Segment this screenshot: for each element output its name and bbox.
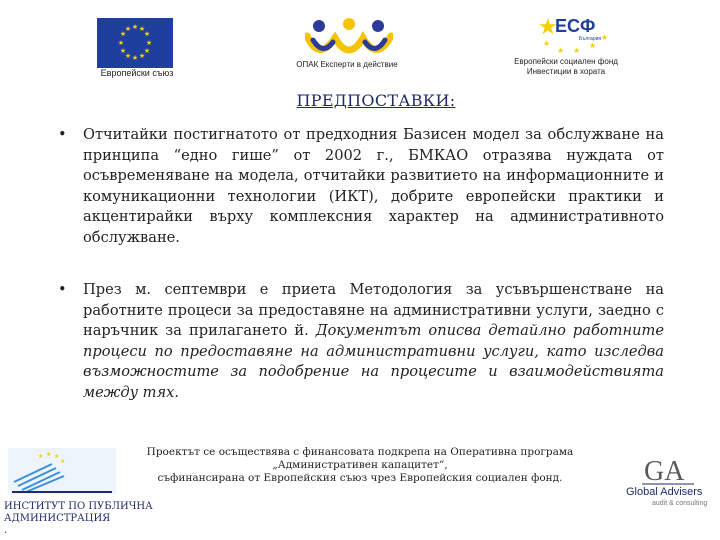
- bullet-text-2-italic: Документът описва детайлно работните процеси по предоставяне на административни услуги, като изследва възможностите за подобрение на процесите и взаимодействията между тях.: [83, 322, 664, 401]
- bullet-item-1: [58, 125, 664, 248]
- svg-text:★: ★: [589, 41, 597, 50]
- esf-logo: [535, 10, 615, 56]
- ipa-org-line2: АДМИНИСТРАЦИЯ: [4, 513, 111, 524]
- svg-text:★: ★: [143, 30, 151, 38]
- svg-text:★: ★: [38, 453, 44, 460]
- svg-text:audit & consulting: audit & consulting: [652, 500, 708, 507]
- ipa-org-line1: ИНСТИТУТ ПО ПУБЛИЧНА: [4, 501, 153, 512]
- svg-text:★: ★: [117, 39, 125, 47]
- slide-title: ПРЕДПОСТАВКИ:: [296, 91, 456, 110]
- ipa-logo: [8, 448, 116, 494]
- svg-text:★: ★: [131, 54, 139, 62]
- svg-text:★: ★: [143, 47, 151, 55]
- svg-text:★: ★: [46, 451, 52, 458]
- svg-text:★: ★: [60, 458, 66, 465]
- svg-text:★: ★: [119, 30, 127, 38]
- project-line1: Проектът се осъществява с финансовата подкрепа на Оперативна програма: [146, 446, 574, 458]
- svg-text:България: България: [579, 36, 602, 42]
- project-funding-note: [120, 446, 600, 485]
- esf-caption: [500, 57, 632, 77]
- svg-text:★: ★: [138, 25, 146, 33]
- bullet-dot: •: [58, 281, 67, 298]
- svg-text:★: ★: [601, 33, 609, 42]
- svg-text:★: ★: [124, 52, 132, 60]
- bullet-dot: •: [58, 126, 67, 143]
- svg-text:★: ★: [119, 47, 127, 55]
- svg-text:★: ★: [138, 52, 146, 60]
- bullet-text-2: [83, 280, 664, 403]
- svg-text:★: ★: [54, 453, 60, 460]
- svg-text:★: ★: [131, 23, 139, 31]
- svg-text:★: ★: [557, 46, 565, 55]
- opak-caption: ОПАК Експерти в действие: [296, 60, 398, 69]
- eu-flag-logo: [97, 18, 173, 68]
- svg-text:★: ★: [543, 39, 551, 48]
- svg-text:★: ★: [124, 25, 132, 33]
- opak-logo: [305, 18, 393, 62]
- ipa-org-line3: .: [4, 525, 8, 536]
- project-line2: „Административен капацитет”,: [272, 459, 448, 471]
- global-advisers-logo: [622, 450, 714, 510]
- eu-caption: Европейски съюз: [100, 68, 174, 78]
- svg-text:GA: GA: [644, 456, 685, 487]
- svg-text:★: ★: [145, 39, 153, 47]
- svg-text:ЕСФ: ЕСФ: [555, 16, 596, 36]
- svg-text:★: ★: [573, 46, 581, 55]
- bullet-item-2: [58, 280, 664, 403]
- bullet-text-2-regular: През м. септември е приета Методология за усъвършенстване на работните процеси за предоставяне на административни услуги, заедно с наръчник за прилагането й.: [83, 281, 664, 339]
- svg-text:★: ★: [538, 15, 558, 40]
- esf-caption-line1: Европейски социален фонд: [514, 57, 618, 66]
- ipa-org-name: [4, 501, 194, 537]
- svg-text:Global Advisers: Global Advisers: [626, 486, 703, 498]
- project-line3: съфинансирана от Европейския съюз чрез Европейския социален фонд.: [157, 472, 563, 484]
- eu-stars-icon: [97, 18, 173, 68]
- bullet-text-1: Отчитайки постигнатото от предходния Базисен модел за обслужване на принципа “едно гише” от 2002 г., БМКАО отразява нуждата от осъвременяване на модела, отчитайки развитието на информационните и комуникационни технологии (ИКТ), добрите европейски практики и акцентирайки върху комплексния характер на административното обслужване.: [83, 126, 664, 246]
- esf-caption-line2: Инвестиции в хората: [526, 67, 606, 76]
